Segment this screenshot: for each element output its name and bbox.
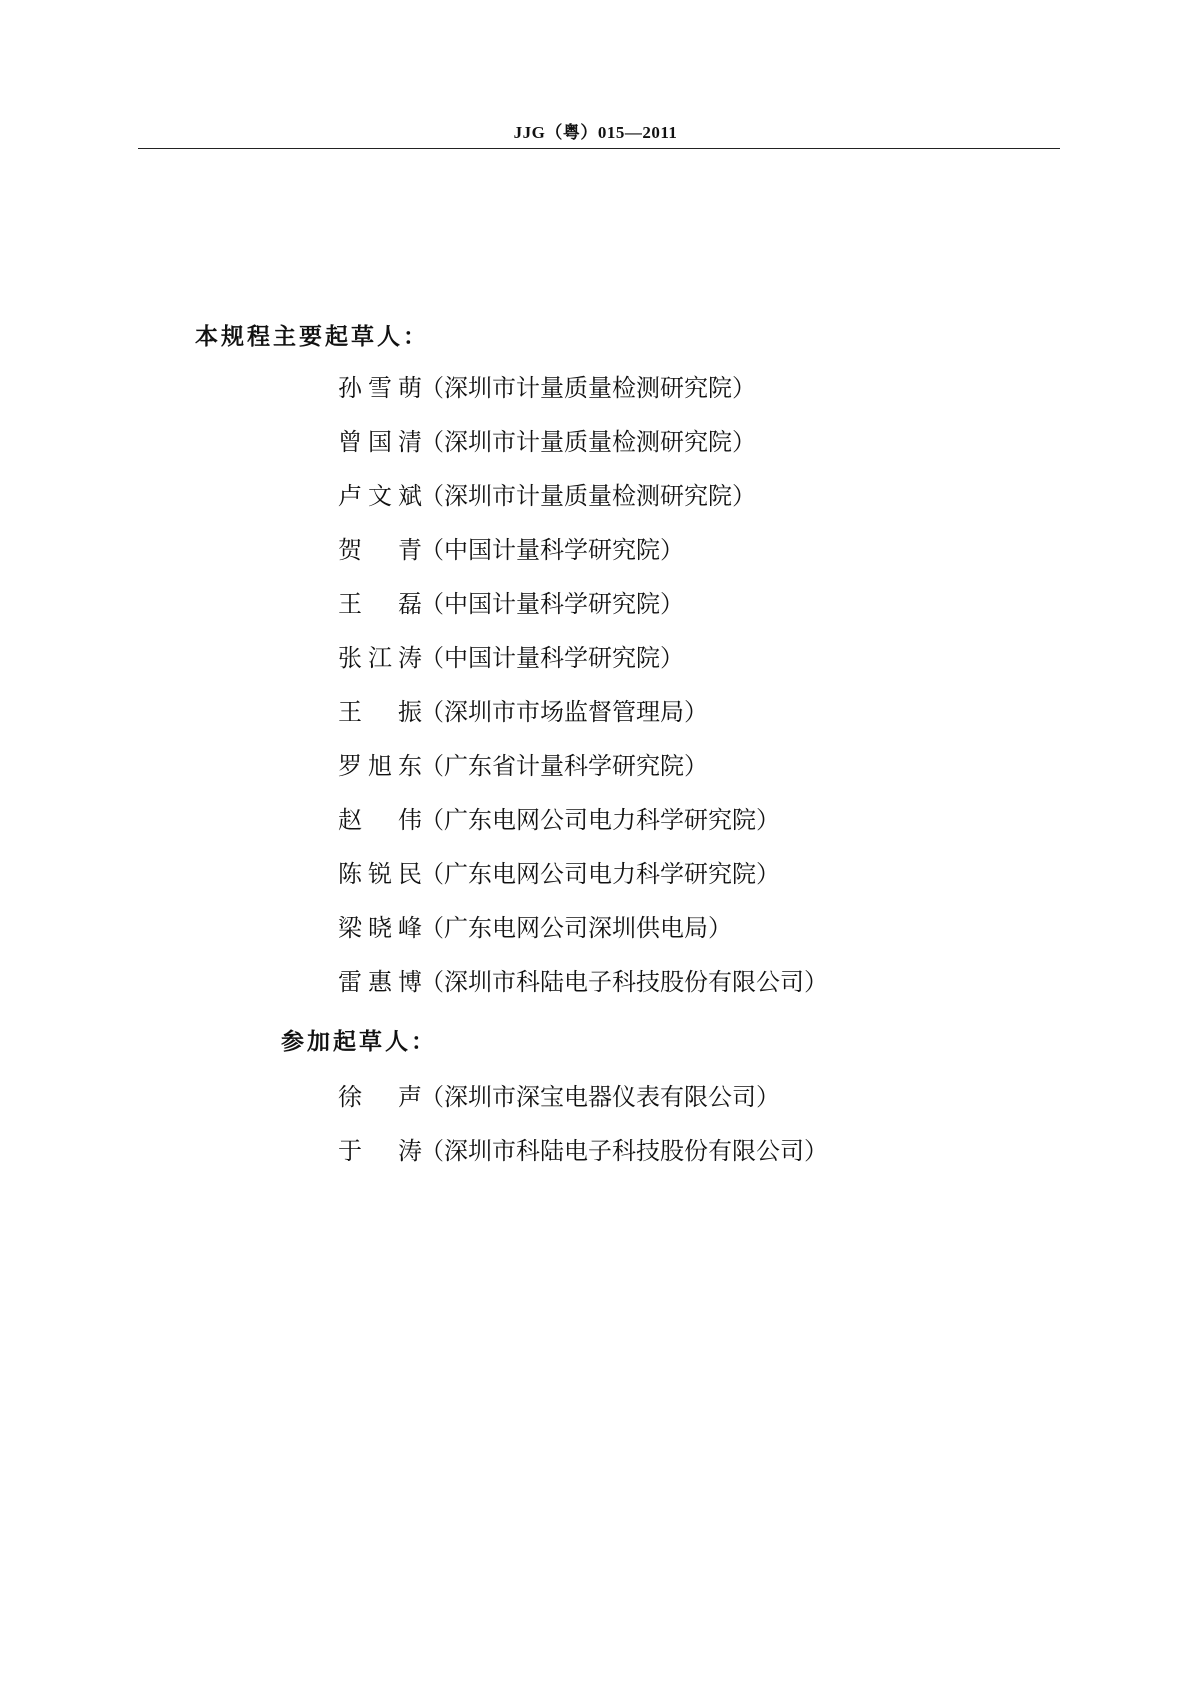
header-divider	[138, 148, 1060, 149]
drafter-item	[338, 962, 828, 1016]
drafter-name: 罗旭东	[338, 752, 422, 780]
drafter-item	[338, 908, 828, 962]
drafter-name: 雷惠博	[338, 968, 422, 996]
drafter-name: 王 磊	[338, 590, 422, 618]
drafter-organization: （深圳市计量质量检测研究院）	[420, 482, 756, 510]
drafter-organization: （广东电网公司电力科学研究院）	[420, 806, 780, 834]
drafter-organization: （深圳市科陆电子科技股份有限公司）	[420, 968, 828, 996]
drafter-organization: （深圳市深宝电器仪表有限公司）	[420, 1083, 780, 1111]
drafter-organization: （广东省计量科学研究院）	[420, 752, 708, 780]
drafter-name: 陈锐民	[338, 860, 422, 888]
drafter-organization: （广东电网公司电力科学研究院）	[420, 860, 780, 888]
drafter-item	[338, 422, 828, 476]
drafter-item	[338, 692, 828, 746]
drafter-item	[338, 476, 828, 530]
drafter-item	[338, 530, 828, 584]
drafter-item	[338, 746, 828, 800]
drafter-name: 贺 青	[338, 536, 422, 564]
drafter-organization: （中国计量科学研究院）	[420, 644, 684, 672]
standard-code-header: JJG（粤）015—2011	[513, 123, 678, 142]
drafter-organization: （深圳市计量质量检测研究院）	[420, 428, 756, 456]
drafter-item	[338, 854, 828, 908]
drafter-name: 卢文斌	[338, 482, 422, 510]
drafter-name: 于 涛	[338, 1137, 422, 1165]
drafter-item	[338, 638, 828, 692]
main-drafters-list	[338, 368, 828, 1016]
participant-drafters-list	[338, 1077, 828, 1185]
drafter-name: 曾国清	[338, 428, 422, 456]
drafter-name: 张江涛	[338, 644, 422, 672]
drafter-name: 王 振	[338, 698, 422, 726]
drafter-item	[338, 584, 828, 638]
drafter-organization: （深圳市计量质量检测研究院）	[420, 374, 756, 402]
drafter-item	[338, 368, 828, 422]
drafter-item	[338, 1131, 828, 1185]
drafter-item	[338, 800, 828, 854]
main-drafters-heading: 本规程主要起草人：	[195, 324, 429, 350]
drafter-organization: （中国计量科学研究院）	[420, 590, 684, 618]
drafter-name: 梁晓峰	[338, 914, 422, 942]
participant-drafters-heading: 参加起草人：	[281, 1029, 437, 1055]
drafter-item	[338, 1077, 828, 1131]
drafter-name: 徐 声	[338, 1083, 422, 1111]
drafter-organization: （深圳市市场监督管理局）	[420, 698, 708, 726]
drafter-name: 赵 伟	[338, 806, 422, 834]
drafter-organization: （中国计量科学研究院）	[420, 536, 684, 564]
drafter-organization: （广东电网公司深圳供电局）	[420, 914, 732, 942]
drafter-organization: （深圳市科陆电子科技股份有限公司）	[420, 1137, 828, 1165]
drafter-name: 孙雪萌	[338, 374, 422, 402]
